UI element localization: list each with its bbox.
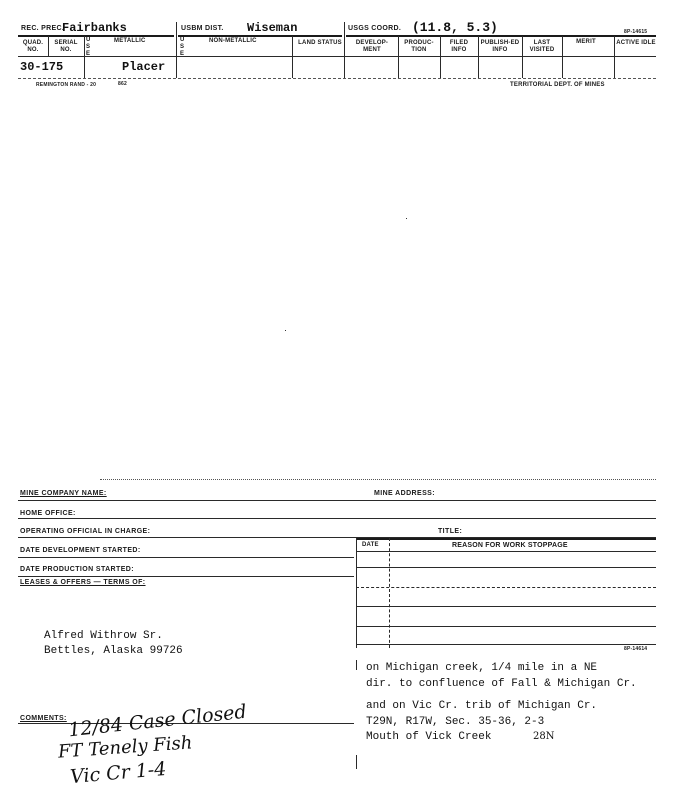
stoppage-reason-label: REASON FOR WORK STOPPAGE xyxy=(452,542,568,549)
stoppage-date-label: DATE xyxy=(362,542,379,548)
card-bottom-rule xyxy=(18,78,656,79)
comments-label: COMMENTS: xyxy=(20,715,67,722)
location-line-1: on Michigan creek, 1/4 mile in a NE xyxy=(366,662,598,674)
metallic-value: Placer xyxy=(122,60,166,74)
stoppage-rule xyxy=(356,644,656,645)
col-active-idle: ACTIVE IDLE xyxy=(616,40,656,46)
col-divider xyxy=(84,36,85,78)
location-line-5: Mouth of Vick Creek xyxy=(366,731,492,743)
stoppage-divider xyxy=(389,538,390,648)
form-code-bottom: 8P-14614 xyxy=(624,646,648,652)
col-divider xyxy=(562,36,563,78)
dept-label: TERRITORIAL DEPT. OF MINES xyxy=(510,82,605,88)
printer-code: 862 xyxy=(118,81,127,87)
location-line-3: and on Vic Cr. trib of Michigan Cr. xyxy=(366,700,598,712)
location-line-2: dir. to confluence of Fall & Michigan Cr. xyxy=(366,678,637,690)
header-rule xyxy=(346,35,656,37)
stoppage-rule xyxy=(356,538,656,540)
usbm-dist-label: USBM DIST. xyxy=(181,25,224,32)
form-code-top: 8P-14615 xyxy=(624,29,648,35)
lessee-address: Bettles, Alaska 99726 xyxy=(44,645,183,657)
col-filed-info: FILED INFO xyxy=(449,40,469,53)
col-divider xyxy=(478,36,479,78)
form-rule xyxy=(18,576,354,577)
col-land-status: LAND STATUS xyxy=(298,40,342,46)
form-top-rule xyxy=(100,479,656,480)
col-development: DEVELOP-MENT xyxy=(355,40,389,53)
form-rule xyxy=(18,518,656,519)
date-development-label: DATE DEVELOPMENT STARTED: xyxy=(20,547,141,554)
col-divider xyxy=(176,22,177,78)
col-divider xyxy=(614,36,615,78)
col-last-visited: LAST VISITED xyxy=(529,40,555,53)
col-divider xyxy=(344,22,345,78)
form-rule xyxy=(18,557,354,558)
header-rule xyxy=(178,35,342,37)
col-divider xyxy=(398,36,399,78)
mine-company-name-label: MINE COMPANY NAME: xyxy=(20,490,107,497)
usgs-coord-value: (11.8, 5.3) xyxy=(412,20,498,35)
col-quad-no: QUAD. NO. xyxy=(22,40,44,53)
mine-address-label: MINE ADDRESS: xyxy=(374,490,435,497)
location-line-4: T29N, R17W, Sec. 35-36, 2-3 xyxy=(366,716,545,728)
leases-offers-label: LEASES & OFFERS — TERMS OF: xyxy=(20,579,146,586)
usgs-coord-label: USGS COORD. xyxy=(348,25,402,32)
col-use-metallic: U S E xyxy=(86,37,91,57)
handwritten-comment-1: 12/84 Case Closed xyxy=(67,700,248,742)
speck xyxy=(406,218,407,219)
col-divider xyxy=(440,36,441,78)
operating-official-label: OPERATING OFFICIAL IN CHARGE: xyxy=(20,528,151,535)
title-label: TITLE: xyxy=(438,528,463,535)
stoppage-rule xyxy=(356,606,656,607)
col-metallic: METALLIC xyxy=(114,38,146,44)
stoppage-rule xyxy=(356,626,656,627)
rec-prec-label: REC. PREC. xyxy=(21,25,65,32)
lessee-name: Alfred Withrow Sr. xyxy=(44,630,163,642)
speck xyxy=(285,330,286,331)
handwritten-28n: 28N xyxy=(533,731,555,742)
col-divider xyxy=(292,36,293,78)
rec-prec-value: Fairbanks xyxy=(62,21,127,35)
col-divider xyxy=(48,36,49,56)
col-production: PRODUC-TION xyxy=(404,40,434,53)
stoppage-left-edge xyxy=(356,538,357,648)
col-use-nonmetallic: U S E xyxy=(180,37,185,57)
header-rule xyxy=(18,56,656,57)
date-production-label: DATE PRODUCTION STARTED: xyxy=(20,566,134,573)
margin-mark xyxy=(356,755,357,769)
handwritten-comment-3: Vic Cr 1-4 xyxy=(69,757,168,789)
form-rule xyxy=(18,500,656,501)
stoppage-rule xyxy=(356,587,656,588)
home-office-label: HOME OFFICE: xyxy=(20,510,76,517)
col-divider xyxy=(522,36,523,78)
col-merit: MERIT xyxy=(576,39,596,45)
col-published-info: PUBLISH-ED INFO xyxy=(480,40,520,53)
quad-serial-value: 30-175 xyxy=(20,60,64,74)
margin-mark xyxy=(356,660,357,670)
usbm-dist-value: Wiseman xyxy=(247,21,298,35)
stoppage-rule xyxy=(356,551,656,552)
handwritten-comment-2: FT Tenely Fish xyxy=(57,732,194,763)
col-serial-no: SERIAL NO. xyxy=(54,40,78,53)
stoppage-rule xyxy=(356,567,656,568)
header-rule xyxy=(18,35,174,37)
col-non-metallic: NON-METALLIC xyxy=(209,38,257,44)
printer-note: REMINGTON RAND - 20 xyxy=(36,82,97,88)
